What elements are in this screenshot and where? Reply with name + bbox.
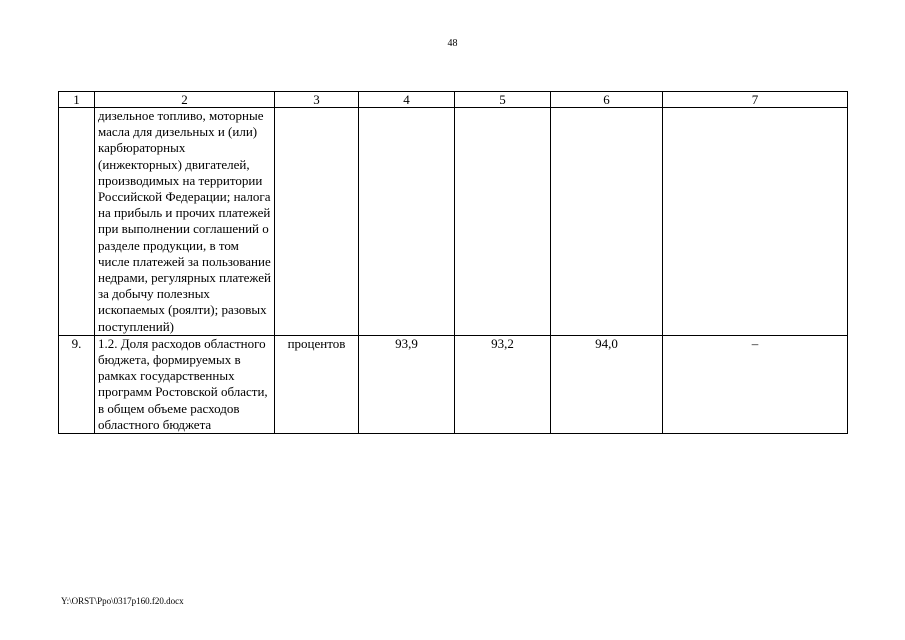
value-cell-7 — [663, 108, 848, 336]
column-header: 3 — [275, 92, 359, 108]
file-path-footer: Y:\ORST\Ppo\0317p160.f20.docx — [61, 596, 184, 606]
page-number: 48 — [447, 38, 458, 49]
indicator-name: 1.2. Доля расходов областного бюджета, формируемых в рамках государственных программ Ростовской области, в общем объеме расходов областного бюджета — [95, 335, 275, 433]
row-number — [59, 108, 95, 336]
table-header-row — [59, 92, 848, 108]
value-cell-7: – — [663, 335, 848, 433]
value-cell-5: 93,2 — [455, 335, 551, 433]
column-header: 4 — [359, 92, 455, 108]
data-table — [58, 91, 848, 434]
value-cell-4 — [359, 108, 455, 336]
column-header: 1 — [59, 92, 95, 108]
indicator-name: дизельное топливо, моторные масла для дизельных и (или) карбюраторных (инжекторных) двигателей, производимых на территории Российской Федерации; налога на прибыль и прочих платежей при выполнении соглашений о разделе продукции, в том числе платежей за пользование недрами, регулярных платежей за добычу полезных ископаемых (роялти); разовых поступлений) — [95, 108, 275, 336]
unit-cell — [275, 108, 359, 336]
value-cell-6 — [551, 108, 663, 336]
column-header: 2 — [95, 92, 275, 108]
unit-cell: процентов — [275, 335, 359, 433]
table-row — [59, 335, 848, 433]
table-row — [59, 108, 848, 336]
value-cell-5 — [455, 108, 551, 336]
column-header: 7 — [663, 92, 848, 108]
row-number: 9. — [59, 335, 95, 433]
column-header: 6 — [551, 92, 663, 108]
value-cell-6: 94,0 — [551, 335, 663, 433]
column-header: 5 — [455, 92, 551, 108]
value-cell-4: 93,9 — [359, 335, 455, 433]
